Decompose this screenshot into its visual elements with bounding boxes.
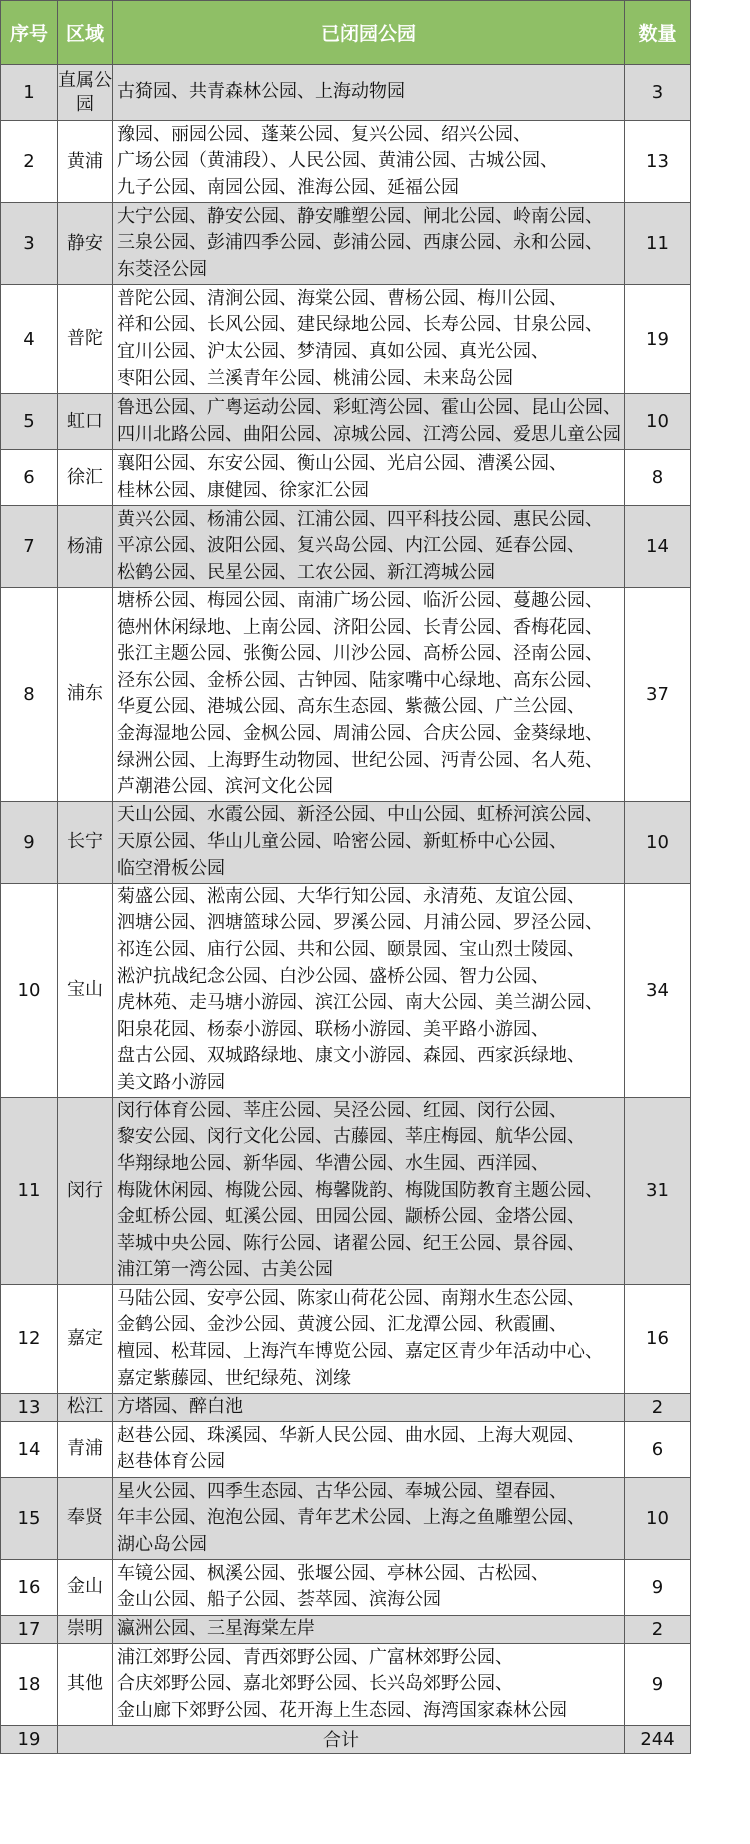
table-row bbox=[1, 588, 691, 802]
park-list-line: 美文路小游园 bbox=[117, 1072, 225, 1094]
park-list-line: 黎安公园、闵行文化公园、古藤园、莘庄梅园、航华公园、 bbox=[117, 1126, 585, 1148]
park-list-line: 祁连公园、庙行公园、共和公园、颐景园、宝山烈士陵园、 bbox=[117, 939, 585, 961]
table-row bbox=[1, 1477, 691, 1559]
row-number: 8 bbox=[1, 588, 58, 802]
row-number: 14 bbox=[1, 1421, 58, 1477]
park-list-line: 普陀公园、清涧公园、海棠公园、曹杨公园、梅川公园、 bbox=[117, 287, 567, 309]
total-row bbox=[1, 1725, 691, 1753]
park-list-line: 盘古公园、双城路绿地、康文小游园、森园、西家浜绿地、 bbox=[117, 1045, 585, 1067]
park-list-line: 平凉公园、波阳公园、复兴岛公园、内江公园、延春公园、 bbox=[117, 535, 585, 557]
row-district: 其他 bbox=[58, 1643, 113, 1725]
park-list-line: 泗塘公园、泗塘篮球公园、罗溪公园、月浦公园、罗泾公园、 bbox=[117, 912, 603, 934]
row-count: 16 bbox=[625, 1284, 691, 1393]
table-header-row bbox=[1, 1, 691, 65]
table-row bbox=[1, 1284, 691, 1393]
park-list-line: 金虹桥公园、虹溪公园、田园公园、颛桥公园、金塔公园、 bbox=[117, 1206, 585, 1228]
park-list-line: 黄兴公园、杨浦公园、江浦公园、四平科技公园、惠民公园、 bbox=[117, 508, 603, 530]
row-parks bbox=[113, 1097, 625, 1284]
table-row bbox=[1, 121, 691, 203]
row-district: 静安 bbox=[58, 203, 113, 285]
park-list-line: 古猗园、共青森林公园、上海动物园 bbox=[117, 81, 405, 103]
row-district: 长宁 bbox=[58, 801, 113, 883]
row-parks bbox=[113, 285, 625, 394]
park-list-line: 襄阳公园、东安公园、衡山公园、光启公园、漕溪公园、 bbox=[117, 452, 567, 474]
park-list-line: 芦潮港公园、滨河文化公园 bbox=[117, 776, 333, 798]
row-district: 虹口 bbox=[58, 394, 113, 450]
row-number: 4 bbox=[1, 285, 58, 394]
park-list-line: 年丰公园、泡泡公园、青年艺术公园、上海之鱼雕塑公园、 bbox=[117, 1507, 585, 1529]
park-list-line: 四川北路公园、曲阳公园、凉城公园、江湾公园、爱思儿童公园 bbox=[117, 423, 621, 445]
row-number: 17 bbox=[1, 1615, 58, 1643]
table-row bbox=[1, 883, 691, 1097]
row-parks bbox=[113, 394, 625, 450]
row-parks bbox=[113, 65, 625, 121]
park-list-line: 松鹤公园、民星公园、工农公园、新江湾城公园 bbox=[117, 561, 495, 583]
row-count: 10 bbox=[625, 801, 691, 883]
header-count: 数量 bbox=[625, 1, 691, 65]
park-list-line: 天原公园、华山儿童公园、哈密公园、新虹桥中心公园、 bbox=[117, 830, 567, 852]
header-no: 序号 bbox=[1, 1, 58, 65]
row-count: 13 bbox=[625, 121, 691, 203]
park-list-line: 虎林苑、走马塘小游园、滨江公园、南大公园、美兰湖公园、 bbox=[117, 992, 603, 1014]
table-row bbox=[1, 65, 691, 121]
park-list-line: 马陆公园、安亭公园、陈家山荷花公园、南翔水生态公园、 bbox=[117, 1287, 585, 1309]
row-district: 杨浦 bbox=[58, 506, 113, 588]
row-district: 普陀 bbox=[58, 285, 113, 394]
row-district: 青浦 bbox=[58, 1421, 113, 1477]
park-list-line: 绿洲公园、上海野生动物园、世纪公园、沔青公园、名人苑、 bbox=[117, 749, 603, 771]
row-count: 9 bbox=[625, 1643, 691, 1725]
row-count: 14 bbox=[625, 506, 691, 588]
table-row bbox=[1, 285, 691, 394]
row-number: 12 bbox=[1, 1284, 58, 1393]
park-list-line: 桂林公园、康健园、徐家汇公园 bbox=[117, 479, 369, 501]
park-list-line: 莘城中央公园、陈行公园、诸翟公园、纪王公园、景谷园、 bbox=[117, 1232, 585, 1254]
table-row bbox=[1, 203, 691, 285]
row-count: 31 bbox=[625, 1097, 691, 1284]
table-row bbox=[1, 1097, 691, 1284]
park-list-line: 星火公园、四季生态园、古华公园、奉城公园、望春园、 bbox=[117, 1480, 567, 1502]
header-district: 区域 bbox=[58, 1, 113, 65]
table-row bbox=[1, 1643, 691, 1725]
park-list-line: 豫园、丽园公园、蓬莱公园、复兴公园、绍兴公园、 bbox=[117, 123, 531, 145]
park-list-line: 车镜公园、枫溪公园、张堰公园、亭林公园、古松园、 bbox=[117, 1562, 549, 1584]
park-list-line: 浦江郊野公园、青西郊野公园、广富林郊野公园、 bbox=[117, 1646, 513, 1668]
row-number: 3 bbox=[1, 203, 58, 285]
table-row bbox=[1, 450, 691, 506]
park-list-line: 浦江第一湾公园、古美公园 bbox=[117, 1259, 333, 1281]
total-count: 244 bbox=[625, 1725, 691, 1753]
row-district: 黄浦 bbox=[58, 121, 113, 203]
table-row bbox=[1, 394, 691, 450]
table-row bbox=[1, 1615, 691, 1643]
row-district: 徐汇 bbox=[58, 450, 113, 506]
row-count: 37 bbox=[625, 588, 691, 802]
row-number: 7 bbox=[1, 506, 58, 588]
row-number: 16 bbox=[1, 1559, 58, 1615]
row-count: 10 bbox=[625, 394, 691, 450]
row-number: 15 bbox=[1, 1477, 58, 1559]
table-body bbox=[1, 65, 691, 1754]
park-list-line: 三泉公园、彭浦四季公园、彭浦公园、西康公园、永和公园、 bbox=[117, 232, 603, 254]
row-number: 2 bbox=[1, 121, 58, 203]
park-list-line: 泾东公园、金桥公园、古钟园、陆家嘴中心绿地、高东公园、 bbox=[117, 669, 603, 691]
park-list-line: 金鹤公园、金沙公园、黄渡公园、汇龙潭公园、秋霞圃、 bbox=[117, 1314, 567, 1336]
row-count: 3 bbox=[625, 65, 691, 121]
row-parks bbox=[113, 801, 625, 883]
park-list-line: 淞沪抗战纪念公园、白沙公园、盛桥公园、智力公园、 bbox=[117, 965, 549, 987]
row-parks bbox=[113, 1284, 625, 1393]
total-row-number: 19 bbox=[1, 1725, 58, 1753]
row-number: 13 bbox=[1, 1393, 58, 1421]
table-row bbox=[1, 801, 691, 883]
park-list-line: 合庆郊野公园、嘉北郊野公园、长兴岛郊野公园、 bbox=[117, 1673, 513, 1695]
table-row bbox=[1, 1393, 691, 1421]
row-parks bbox=[113, 588, 625, 802]
park-list-line: 阳泉花园、杨泰小游园、联杨小游园、美平路小游园、 bbox=[117, 1018, 549, 1040]
park-list-line: 菊盛公园、淞南公园、大华行知公园、永清苑、友谊公园、 bbox=[117, 885, 585, 907]
row-parks bbox=[113, 1421, 625, 1477]
row-count: 34 bbox=[625, 883, 691, 1097]
row-district: 宝山 bbox=[58, 883, 113, 1097]
table-row bbox=[1, 1559, 691, 1615]
table-row bbox=[1, 506, 691, 588]
park-list-line: 檀园、松茸园、上海汽车博览公园、嘉定区青少年活动中心、 bbox=[117, 1340, 603, 1362]
row-number: 10 bbox=[1, 883, 58, 1097]
row-parks bbox=[113, 1559, 625, 1615]
park-list-line: 塘桥公园、梅园公园、南浦广场公园、临沂公园、蔓趣公园、 bbox=[117, 590, 603, 611]
park-list-line: 张江主题公园、张衡公园、川沙公园、高桥公园、泾南公园、 bbox=[117, 643, 603, 665]
park-list-line: 瀛洲公园、三星海棠左岸 bbox=[117, 1618, 315, 1640]
row-district: 金山 bbox=[58, 1559, 113, 1615]
park-list-line: 宜川公园、沪太公园、梦清园、真如公园、真光公园、 bbox=[117, 341, 549, 362]
row-count: 8 bbox=[625, 450, 691, 506]
row-parks bbox=[113, 1477, 625, 1559]
park-list-line: 湖心岛公园 bbox=[117, 1533, 207, 1555]
row-district: 直属公园 bbox=[58, 65, 113, 121]
park-list-line: 梅陇休闲园、梅陇公园、梅馨陇韵、梅陇国防教育主题公园、 bbox=[117, 1179, 603, 1201]
row-district: 松江 bbox=[58, 1393, 113, 1421]
row-number: 6 bbox=[1, 450, 58, 506]
park-list-line: 鲁迅公园、广粤运动公园、彩虹湾公园、霍山公园、昆山公园、 bbox=[117, 396, 621, 418]
row-parks bbox=[113, 203, 625, 285]
total-label: 合计 bbox=[58, 1725, 625, 1753]
row-parks bbox=[113, 450, 625, 506]
row-count: 10 bbox=[625, 1477, 691, 1559]
park-list-line: 金海湿地公园、金枫公园、周浦公园、合庆公园、金葵绿地、 bbox=[117, 722, 603, 744]
row-count: 6 bbox=[625, 1421, 691, 1477]
row-parks bbox=[113, 506, 625, 588]
row-count: 11 bbox=[625, 203, 691, 285]
park-list-line: 德州休闲绿地、上南公园、济阳公园、长青公园、香梅花园、 bbox=[117, 616, 603, 638]
row-number: 18 bbox=[1, 1643, 58, 1725]
park-list-line: 金山公园、船子公园、荟萃园、滨海公园 bbox=[117, 1589, 441, 1611]
row-parks bbox=[113, 1643, 625, 1725]
park-list-line: 大宁公园、静安公园、静安雕塑公园、闸北公园、岭南公园、 bbox=[117, 205, 603, 227]
row-number: 9 bbox=[1, 801, 58, 883]
park-list-line: 广场公园（黄浦段）、人民公园、黄浦公园、古城公园、 bbox=[117, 150, 558, 172]
park-list-line: 闵行体育公园、莘庄公园、吴泾公园、红园、闵行公园、 bbox=[117, 1099, 567, 1121]
row-district: 浦东 bbox=[58, 588, 113, 802]
park-list-line: 金山廊下郊野公园、花开海上生态园、海湾国家森林公园 bbox=[117, 1699, 567, 1721]
row-parks bbox=[113, 121, 625, 203]
park-list-line: 华夏公园、港城公园、高东生态园、紫薇公园、广兰公园、 bbox=[117, 696, 585, 718]
park-list-line: 九子公园、南园公园、淮海公园、延福公园 bbox=[117, 176, 459, 198]
park-list-line: 嘉定紫藤园、世纪绿苑、浏缘 bbox=[117, 1367, 351, 1389]
row-district: 崇明 bbox=[58, 1615, 113, 1643]
row-parks bbox=[113, 883, 625, 1097]
row-district: 奉贤 bbox=[58, 1477, 113, 1559]
park-list-line: 临空滑板公园 bbox=[117, 857, 225, 879]
row-number: 1 bbox=[1, 65, 58, 121]
row-count: 2 bbox=[625, 1615, 691, 1643]
park-list-line: 祥和公园、长风公园、建民绿地公园、长寿公园、甘泉公园、 bbox=[117, 314, 603, 336]
park-list-line: 天山公园、水霞公园、新泾公园、中山公园、虹桥河滨公园、 bbox=[117, 804, 603, 826]
park-list-line: 枣阳公园、兰溪青年公园、桃浦公园、未来岛公园 bbox=[117, 367, 513, 389]
row-number: 5 bbox=[1, 394, 58, 450]
park-list-line: 方塔园、醉白池 bbox=[117, 1396, 243, 1418]
park-list-line: 华翔绿地公园、新华园、华漕公园、水生园、西洋园、 bbox=[117, 1152, 549, 1174]
park-list-line: 东茭泾公园 bbox=[117, 258, 207, 280]
row-district: 闵行 bbox=[58, 1097, 113, 1284]
row-number: 11 bbox=[1, 1097, 58, 1284]
row-count: 19 bbox=[625, 285, 691, 394]
row-parks bbox=[113, 1615, 625, 1643]
table-row bbox=[1, 1421, 691, 1477]
row-count: 9 bbox=[625, 1559, 691, 1615]
header-parks: 已闭园公园 bbox=[113, 1, 625, 65]
park-list-line: 赵巷公园、珠溪园、华新人民公园、曲水园、上海大观园、 bbox=[117, 1424, 585, 1446]
row-parks bbox=[113, 1393, 625, 1421]
row-count: 2 bbox=[625, 1393, 691, 1421]
row-district: 嘉定 bbox=[58, 1284, 113, 1393]
park-list-line: 赵巷体育公园 bbox=[117, 1451, 225, 1473]
